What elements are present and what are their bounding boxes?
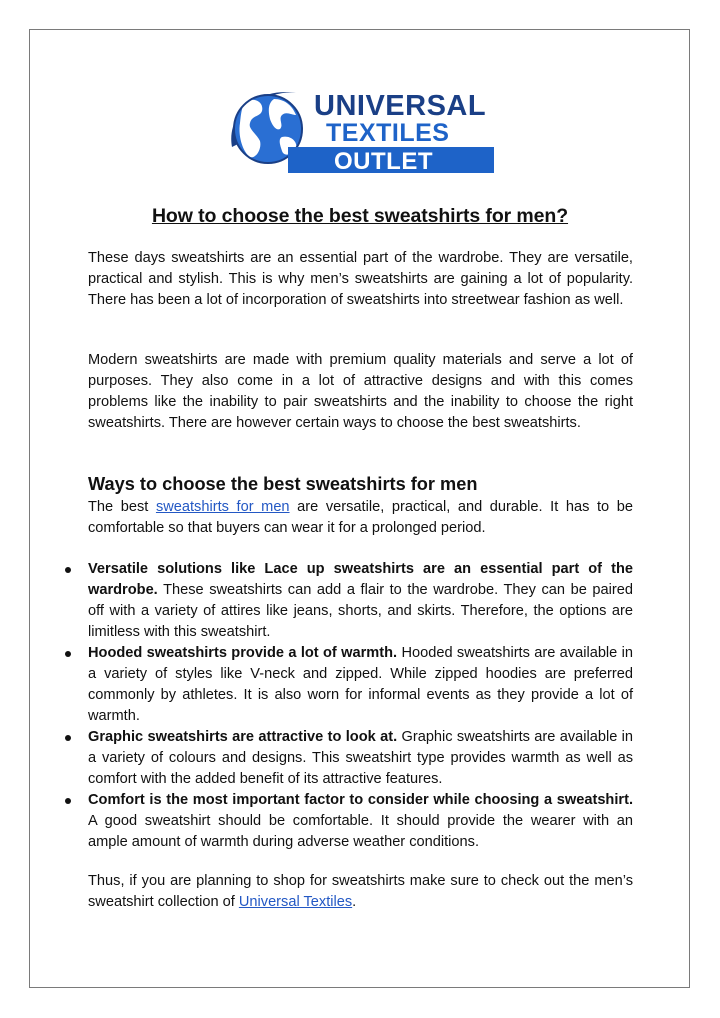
sweatshirts-for-men-link[interactable]: sweatshirts for men bbox=[155, 499, 290, 515]
list-item-text: A good sweatshirt should be comfortable. It should provide the wearer with an ample amount of warmth during adverse weather conditions. bbox=[88, 813, 633, 850]
intro-paragraph-1: These days sweatshirts are an essential part of the wardrobe. They are versatile, practical and stylish. This is why men’s sweatshirts are gaining a lot of popularity. There has been a lot of incorporation of sweatshirts into streetwear fashion as well. bbox=[88, 250, 633, 308]
section-intro-text-end: are versatile, practical, and durable. It has to be comfortable so that buyers can wear it for a prolonged period. bbox=[88, 499, 633, 536]
logo-text-universal: UNIVERSAL bbox=[314, 90, 487, 122]
list-item bbox=[88, 727, 633, 790]
list-item-bold: Hooded sweatshirts provide a lot of warmth. bbox=[88, 645, 398, 661]
list-item bbox=[88, 790, 633, 853]
page-title: How to choose the best sweatshirts for men? bbox=[151, 205, 569, 227]
tips-list bbox=[88, 559, 633, 853]
section-heading: Ways to choose the best sweatshirts for men bbox=[88, 474, 478, 494]
section-intro bbox=[88, 497, 633, 539]
intro-paragraph-2: Modern sweatshirts are made with premium quality materials and serve a lot of purposes. They also come in a lot of attractive designs and with this comes problems like the inability to pair sweatshirts and the inability to choose the right sweatshirts. There are however certain ways to choose the best sweatshirts. bbox=[88, 352, 633, 431]
list-item-text: Hooded sweatshirts are available in a variety of styles like V-neck and zipped. While zipped hoodies are preferred commonly by athletes. It is also worn for informal events as they provide a lot of warmth. bbox=[88, 645, 633, 724]
list-item bbox=[88, 643, 633, 727]
list-item-bold: Comfort is the most important factor to consider while choosing a sweatshirt. bbox=[88, 792, 633, 808]
closing-paragraph bbox=[88, 871, 633, 913]
list-item bbox=[88, 559, 633, 643]
list-item-text: Graphic sweatshirts are available in a variety of colours and designs. This sweatshirt type provides warmth as well as comfort with the added benefit of its attractive features. bbox=[88, 729, 634, 787]
universal-textiles-link[interactable]: Universal Textiles bbox=[238, 894, 353, 910]
section-intro-text-start: The best bbox=[88, 499, 156, 515]
logo-text-textiles: TEXTILES bbox=[326, 119, 450, 147]
brand-logo bbox=[226, 85, 494, 177]
list-item-text: These sweatshirts can add a flair to the wardrobe. They can be paired off with a variety of attires like jeans, shorts, and skirts. Therefore, the options are limitless with this sweatshirt. bbox=[88, 582, 633, 640]
list-item-bold: Graphic sweatshirts are attractive to look at. bbox=[88, 729, 398, 745]
list-item-bold: Versatile solutions like Lace up sweatshirts are an essential part of the wardrobe. bbox=[88, 561, 633, 598]
closing-text-end: . bbox=[352, 894, 357, 910]
logo-text-outlet: OUTLET bbox=[334, 148, 433, 175]
closing-text-start: Thus, if you are planning to shop for sweatshirts make sure to check out the men’s sweatshirt collection of bbox=[88, 873, 633, 910]
